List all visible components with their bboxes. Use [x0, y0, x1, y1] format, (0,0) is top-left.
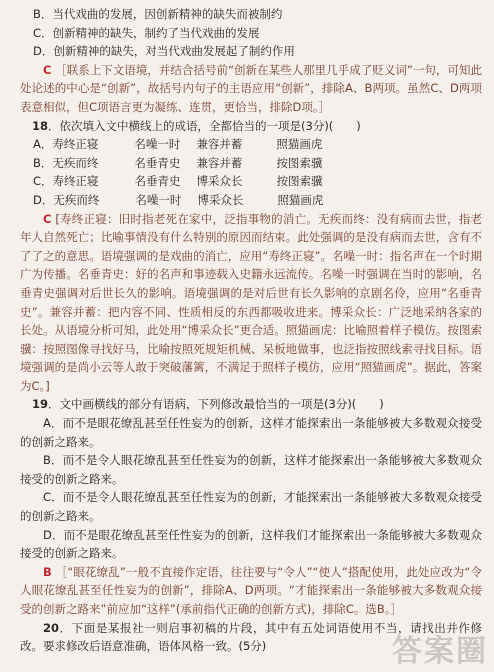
q19-explanation: [0, 563, 494, 619]
q19-explanation-text: ［“眼花缭乱”一般不直接作定语，往往要与“令人”“使人”搭配使用，此处应改为“令人眼花缭乱甚至任性妄为的创新”，排除A、D两项。“才能探索出一条能够被大多数观众接受的创新之路来”前应加“这样”(承前指代正确的创新方式)，排除C。选B。］: [20, 564, 482, 616]
q18-option-c: C． 寿终正寝 名垂青史 博采众长 按图索骥: [33, 174, 323, 189]
q17-explanation: [0, 61, 494, 117]
q18-option-d: D． 无疾而终 名噪一时 博采众长 照猫画虎: [33, 192, 324, 207]
q19-stem-text: ．文中画横线的部分有语病，下列修改最恰当的一项是(3分)( ): [48, 397, 384, 412]
q18-option-b: B． 无疾而终 名垂青史 兼容并蓄 按图索骥: [33, 155, 323, 170]
q19-number: 19: [32, 397, 49, 412]
q18-explanation-text: [寿终正寝：旧时指老死在家中，泛指事物的消亡。无疾而终：没有病而去世，指老年人自然死亡；比喻事情没有什么特别的原因而结束。此处强调的是没有病而去世，含有不了了之的意思。语境强调的是戏曲的消亡，应用“寿终正寝”。名噪一时：指名声在一个时期广为传播。名垂青史：好的名声和事迹载入史籍永远流传。名噪一时强调在当时的影响，名垂青史强调对后世长久的影响。语境强调的是对后世有长久影响的京剧名伶，应用“名垂青史”。兼容并蓄：把内容不同、性质相反的东西都吸收进来。博采众长：广泛地采纳各家的长处。从语境分析可知，此处用“博采众长”更合适。照猫画虎：比喻照着样子模仿。按图索骥：按照图像寻找好马，比喻按照死规矩机械、呆板地做事，也泛指按照线索寻找目标。语境强调的是尚小云等人敢于突破藩篱，不满足于照样子模仿，应用“照猫画虎”。据此，答案为C。]: [20, 211, 483, 393]
q18-option-a: A． 寿终正寝 名噪一时 兼容并蓄 照猫画虎: [33, 137, 323, 152]
q19-option-c: C．而不是令人眼花缭乱甚至任性妄为的创新，才能探索出一条能够被大多数观众接受的创新之路来。: [20, 490, 482, 524]
q18-stem-text: ．依次填入文中横线上的成语，全都恰当的一项是(3分)( ): [48, 118, 361, 133]
q17-option-c: C．创新精神的缺失，制约了当代戏曲的发展: [33, 25, 260, 40]
q17-option-b: B．当代戏曲的发展，因创新精神的缺失而被制约: [33, 7, 283, 21]
q17-explanation-text: ［联系上下文语境，并结合括号前“创新在某些人那里几乎成了贬义词”一句，可知此处论述的中心是“创新”，故括号内句子的主语应用“创新”，排除A、B两项。虽然C、D两项表意相似，但C项语言更为凝练、连贯，更恰当，排除D项。］: [20, 62, 482, 114]
q19-option-a: A．而不是眼花缭乱甚至任性妄为的创新，这样才能探索出一条能够被大多数观众接受的创新之路来。: [20, 416, 482, 449]
watermark-logo: 答案圈: [392, 634, 488, 670]
q18-number: 18: [32, 118, 49, 133]
q19-stem: [0, 395, 494, 414]
q20-stem-text: ．下面是某报社一则启事初稿的片段，其中有五处词语使用不当，请找出并作修改。要求修改后语意准确，语体风格一致。(5分): [20, 620, 482, 654]
q18-stem: [0, 117, 494, 136]
q18-explanation: [0, 210, 494, 396]
q19-answer: B: [43, 564, 52, 579]
q17-option-d: D．创新精神的缺失，对当代戏曲发展起了制约作用: [33, 44, 295, 59]
q19-option-b: B．而不是令人眼花缭乱甚至任性妄为的创新，这样才能探索出一条能够被大多数观众接受的创新之路来。: [20, 453, 482, 486]
q17-answer: C: [43, 62, 52, 77]
q19-option-d: D．而不是眼花缭乱甚至任性妄为的创新，这样我们才能探索出一条能够被大多数观众接受的创新之路来。: [20, 527, 482, 561]
q18-answer: C: [43, 211, 52, 226]
q20-number: 20: [43, 620, 60, 635]
